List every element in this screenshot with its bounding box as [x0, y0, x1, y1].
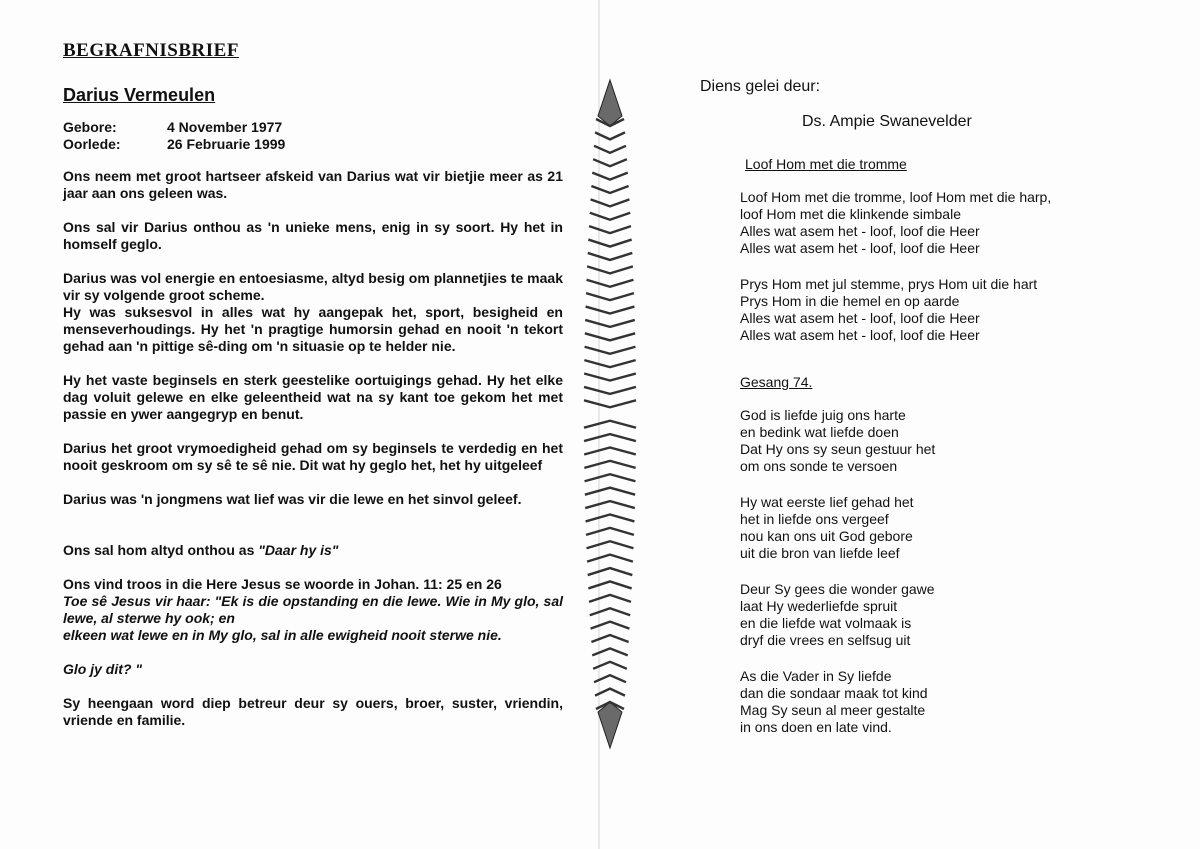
spine-chevron [591, 199, 630, 206]
scripture-quote-2: elkeen wat lewe en in My glo, sal in alle ewigheid nooit sterwe nie. [63, 627, 502, 643]
verse-line: nou kan ons uit God gebore [740, 528, 913, 544]
spine-chevron [588, 581, 631, 588]
hymn-verse-3 [740, 581, 1120, 649]
verse-line: Alles wat asem het - loof, loof die Heer [740, 223, 980, 239]
spine-chevron [588, 253, 633, 260]
spine-chevron [588, 568, 633, 575]
service-lead: Diens gelei deur: [700, 78, 821, 95]
spine-chevron [585, 501, 635, 508]
spine-chevron [587, 541, 634, 548]
hymn-verse-4 [740, 668, 1120, 736]
spine-chevron [593, 159, 627, 166]
spine-chevron [591, 635, 628, 642]
spine-chevron [594, 675, 626, 682]
spine-chevron [595, 132, 625, 139]
chevron-spine-ornament [582, 78, 638, 750]
spine-chevron [585, 333, 635, 340]
spine-chevron [584, 400, 636, 407]
song1-verse-1 [740, 189, 1120, 257]
verse-line: Alles wat asem het - loof, loof die Heer [740, 327, 980, 343]
song-title-1: Loof Hom met die tromme [745, 156, 907, 172]
born-row [63, 119, 563, 136]
remember-text: Ons sal hom altyd onthou as [63, 542, 259, 558]
spine-chevron [586, 293, 634, 300]
spine-chevron [588, 240, 631, 247]
document-title: BEGRAFNISBRIEF [63, 40, 239, 61]
paragraph-boldness: Darius het groot vrymoedigheid gehad om sy beginsels te verdedig en het nooit geskroom om sy sê te sê nie. Dit wat hy geglo het, het hy uitgeleef [63, 440, 563, 473]
spine-chevron [584, 447, 636, 454]
verse-line: Deur Sy gees die wonder gawe [740, 581, 935, 597]
verse-line: Dat Hy ons sy seun gestuur het [740, 441, 936, 457]
spine-chevron [587, 266, 633, 273]
spine-chevron [586, 307, 635, 314]
spine-chevron [586, 528, 634, 535]
spine-chevron [587, 555, 633, 562]
dates-block [63, 119, 563, 153]
minister-name: Ds. Ampie Swanevelder [802, 113, 972, 130]
spine-chevron [586, 514, 635, 521]
left-column [63, 40, 563, 729]
spine-chevron [587, 280, 634, 287]
scripture-quote-1: Toe sê Jesus vir haar: "Ek is die opstanding en die lewe. Wie in My glo, sal lewe, al sterwe hy ook; en [63, 593, 563, 626]
spine-chevron [593, 662, 627, 669]
spine-chevron [595, 689, 625, 696]
verse-line: het in liefde ons vergeef [740, 511, 889, 527]
paragraph-remember: Ons sal vir Darius onthou as 'n unieke mens, enig in sy soort. Hy het in homself geglo. [63, 219, 563, 252]
spine-chevron [589, 226, 631, 233]
deceased-name: Darius Vermeulen [63, 85, 216, 105]
spine-chevron [585, 474, 636, 481]
paragraph-principles: Hy het vaste beginsels en sterk geestelike oortuigings gehad. Hy het elke dag voluit gelewe en elke geleentheid wat na sy kant toe gekom het met passie en ywer aangegryp en benut. [63, 372, 563, 422]
spine-chevron [590, 213, 630, 220]
verse-line: Prys Hom in die hemel en op aarde [740, 293, 960, 309]
verse-line: Alles wat asem het - loof, loof die Heer [740, 240, 980, 256]
died-date: 26 Februarie 1999 [167, 136, 286, 152]
song1-verse-2 [740, 276, 1120, 344]
died-label: Oorlede: [63, 136, 121, 152]
verse-line: en bedink wat liefde doen [740, 424, 899, 440]
paragraph-life: Darius was 'n jongmens wat lief was vir die lewe en het sinvol geleef. [63, 491, 522, 507]
scripture-quote-3: Glo jy dit? " [63, 661, 142, 677]
verse-line: As die Vader in Sy liefde [740, 668, 892, 684]
spine-chevron [584, 360, 635, 367]
spine-top-tip [598, 80, 622, 126]
spine-chevron [584, 461, 635, 468]
spine-chevron [591, 622, 630, 629]
spine-chevron [592, 648, 628, 655]
spine-chevron [584, 421, 636, 428]
verse-line: laat Hy wederliefde spruit [740, 598, 898, 614]
paragraph-scripture-ref: Ons vind troos in die Here Jesus se woorde in Johan. 11: 25 en 26 [63, 576, 502, 592]
hymn-verse-1 [740, 407, 1120, 475]
verse-line: Prys Hom met jul stemme, prys Hom uit die hart [740, 276, 1038, 292]
spine-chevron [592, 173, 628, 180]
spine-chevron [591, 186, 628, 193]
spine-chevron [590, 608, 630, 615]
verse-line: Alles wat asem het - loof, loof die Heer [740, 310, 980, 326]
verse-line: Hy wat eerste lief gehad het [740, 494, 914, 510]
daar-hy-is-quote: "Daar hy is" [258, 542, 339, 558]
spine-chevron [594, 146, 626, 153]
spine-chevron [585, 488, 635, 495]
died-row [63, 136, 563, 153]
verse-line: dan die sondaar maak tot kind [740, 685, 928, 701]
born-label: Gebore: [63, 119, 117, 135]
verse-line: dryf die vrees en selfsug uit [740, 632, 911, 648]
verse-line: om ons sonde te versoen [740, 458, 898, 474]
paragraph-farewell: Ons neem met groot hartseer afskeid van Darius wat vir bietjie meer as 21 jaar aan ons geleen was. [63, 168, 563, 201]
song-title-2: Gesang 74. [740, 374, 813, 390]
spine-chevron [585, 320, 635, 327]
spine-chevron [589, 595, 631, 602]
born-date: 4 November 1977 [167, 119, 283, 135]
verse-line: loof Hom met die klinkende simbale [740, 206, 961, 222]
hymn-verse-2 [740, 494, 1120, 562]
verse-line: Loof Hom met die tromme, loof Hom met die harp, [740, 189, 1052, 205]
spine-bottom-tip [598, 702, 622, 748]
paragraph-daar-hy-is [63, 542, 563, 559]
right-column [700, 78, 1120, 736]
verse-line: Mag Sy seun al meer gestalte [740, 702, 926, 718]
spine-chevron [585, 347, 636, 354]
verse-line: en die liefde wat volmaak is [740, 615, 912, 631]
spine-chevron [584, 374, 636, 381]
verse-line: God is liefde juig ons harte [740, 407, 906, 423]
verse-line: in ons doen en late vind. [740, 719, 892, 735]
spine-chevron [584, 387, 636, 394]
paragraph-energy: Darius was vol energie en entoesiasme, altyd besig om plannetjies te maak vir sy volgende groot scheme. [63, 270, 563, 303]
paragraph-success: Hy was suksesvol in alles wat hy aangepak het, sport, besigheid en menseverhoudings. Hy het 'n pragtige humorsin gehad en nooit 'n tekort gehad aan 'n pittige sê-ding om 'n situasie op te helder nie. [63, 304, 563, 354]
paragraph-mourned: Sy heengaan word diep betreur deur sy ouers, broer, suster, vriendin, vriende en familie. [63, 695, 563, 728]
spine-chevron [584, 434, 636, 441]
verse-line: uit die bron van liefde leef [740, 545, 900, 561]
